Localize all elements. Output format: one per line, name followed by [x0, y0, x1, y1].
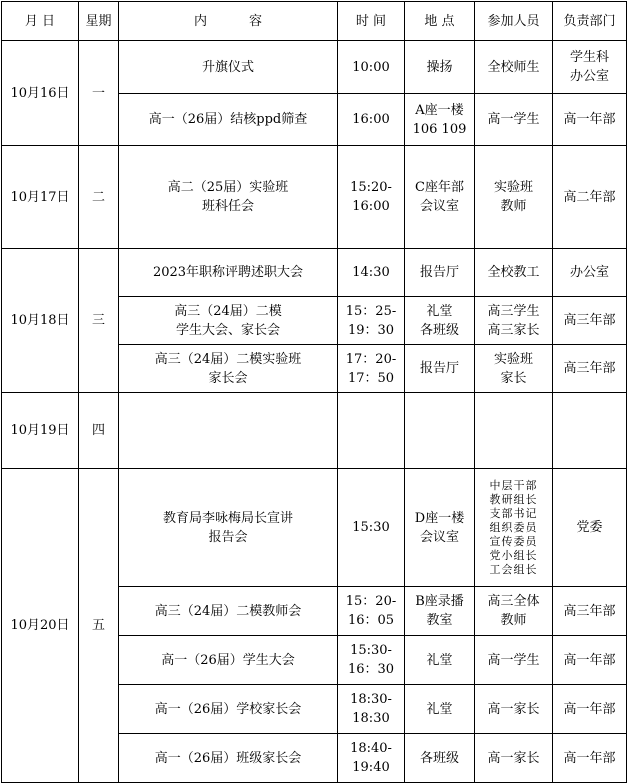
participants-cell: 高一学生	[475, 94, 553, 146]
dept-cell: 高一年部	[553, 636, 627, 685]
date-cell: 10月17日	[2, 146, 79, 249]
table-row	[2, 469, 627, 587]
weekday-cell: 五	[79, 469, 119, 783]
time-cell: 15:30	[338, 469, 405, 587]
participants-cell: 全校师生	[475, 41, 553, 94]
table-row	[2, 249, 627, 297]
content-cell: 教育局李咏梅局长宣讲 报告会	[119, 469, 338, 587]
time-cell: 16:00	[338, 94, 405, 146]
content-cell: 高三（24届）二模教师会	[119, 587, 338, 636]
place-cell: 报告厅	[405, 345, 475, 393]
content-cell: 高二（25届）实验班 班科任会	[119, 146, 338, 249]
date-cell: 10月18日	[2, 249, 79, 393]
time-cell: 15:20- 16:00	[338, 146, 405, 249]
header-content-a: 内	[193, 13, 207, 29]
weekday-cell: 一	[79, 41, 119, 146]
participants-cell: 高一家长	[475, 734, 553, 783]
participants-cell: 实验班 教师	[475, 146, 553, 249]
time-cell: 15：25- 19：30	[338, 297, 405, 345]
schedule-table	[1, 1, 627, 783]
place-cell	[405, 393, 475, 469]
time-cell: 15：20- 16：05	[338, 587, 405, 636]
place-cell: C座年部 会议室	[405, 146, 475, 249]
dept-cell: 办公室	[553, 249, 627, 297]
header-dept: 负责部门	[553, 2, 627, 41]
participants-cell: 全校教工	[475, 249, 553, 297]
place-cell: 礼堂 各班级	[405, 297, 475, 345]
place-cell: A座一楼 106 109	[405, 94, 475, 146]
time-cell: 15:30- 16：30	[338, 636, 405, 685]
participants-cell	[475, 393, 553, 469]
dept-cell: 高二年部	[553, 146, 627, 249]
header-weekday: 星期	[79, 2, 119, 41]
weekday-cell: 三	[79, 249, 119, 393]
table-row	[2, 146, 627, 249]
weekday-cell: 二	[79, 146, 119, 249]
dept-cell: 高三年部	[553, 297, 627, 345]
content-cell: 高一（26届）学生大会	[119, 636, 338, 685]
participants-cell: 高一家长	[475, 685, 553, 734]
header-time: 时 间	[338, 2, 405, 41]
dept-cell: 高三年部	[553, 587, 627, 636]
participants-cell: 高三全体 教师	[475, 587, 553, 636]
time-cell: 17：20- 17：50	[338, 345, 405, 393]
header-participants: 参加人员	[475, 2, 553, 41]
dept-cell: 高一年部	[553, 94, 627, 146]
dept-cell	[553, 393, 627, 469]
header-content	[119, 2, 338, 41]
content-cell: 2023年职称评聘述职大会	[119, 249, 338, 297]
content-cell: 高一（26届）班级家长会	[119, 734, 338, 783]
content-cell: 高三（24届）二模 学生大会、家长会	[119, 297, 338, 345]
content-cell: 升旗仪式	[119, 41, 338, 94]
header-content-b: 容	[249, 13, 263, 29]
date-cell: 10月16日	[2, 41, 79, 146]
content-cell: 高一（26届）学校家长会	[119, 685, 338, 734]
time-cell: 18:30- 18:30	[338, 685, 405, 734]
dept-cell: 党委	[553, 469, 627, 587]
header-month-day: 月 日	[2, 2, 79, 41]
place-cell: D座一楼 会议室	[405, 469, 475, 587]
table-row	[2, 393, 627, 469]
weekday-cell: 四	[79, 393, 119, 469]
header-place: 地 点	[405, 2, 475, 41]
time-cell: 18:40- 19:40	[338, 734, 405, 783]
table-row	[2, 41, 627, 94]
date-cell: 10月20日	[2, 469, 79, 783]
participants-cell: 高一学生	[475, 636, 553, 685]
time-cell	[338, 393, 405, 469]
dept-cell: 高一年部	[553, 685, 627, 734]
content-cell	[119, 393, 338, 469]
participants-cell: 实验班 家长	[475, 345, 553, 393]
dept-cell: 高一年部	[553, 734, 627, 783]
time-cell: 10:00	[338, 41, 405, 94]
place-cell: 报告厅	[405, 249, 475, 297]
content-cell: 高三（24届）二模实验班 家长会	[119, 345, 338, 393]
place-cell: 礼堂	[405, 636, 475, 685]
date-cell: 10月19日	[2, 393, 79, 469]
header-row	[2, 2, 627, 41]
participants-cell: 中层干部 教研组长 支部书记 组织委员 宣传委员 党小组长 工会组长	[475, 469, 553, 587]
participants-cell: 高三学生 高三家长	[475, 297, 553, 345]
dept-cell: 学生科 办公室	[553, 41, 627, 94]
place-cell: B座录播 教室	[405, 587, 475, 636]
content-cell: 高一（26届）结核ppd筛查	[119, 94, 338, 146]
time-cell: 14:30	[338, 249, 405, 297]
place-cell: 礼堂	[405, 685, 475, 734]
place-cell: 操扬	[405, 41, 475, 94]
dept-cell: 高三年部	[553, 345, 627, 393]
place-cell: 各班级	[405, 734, 475, 783]
